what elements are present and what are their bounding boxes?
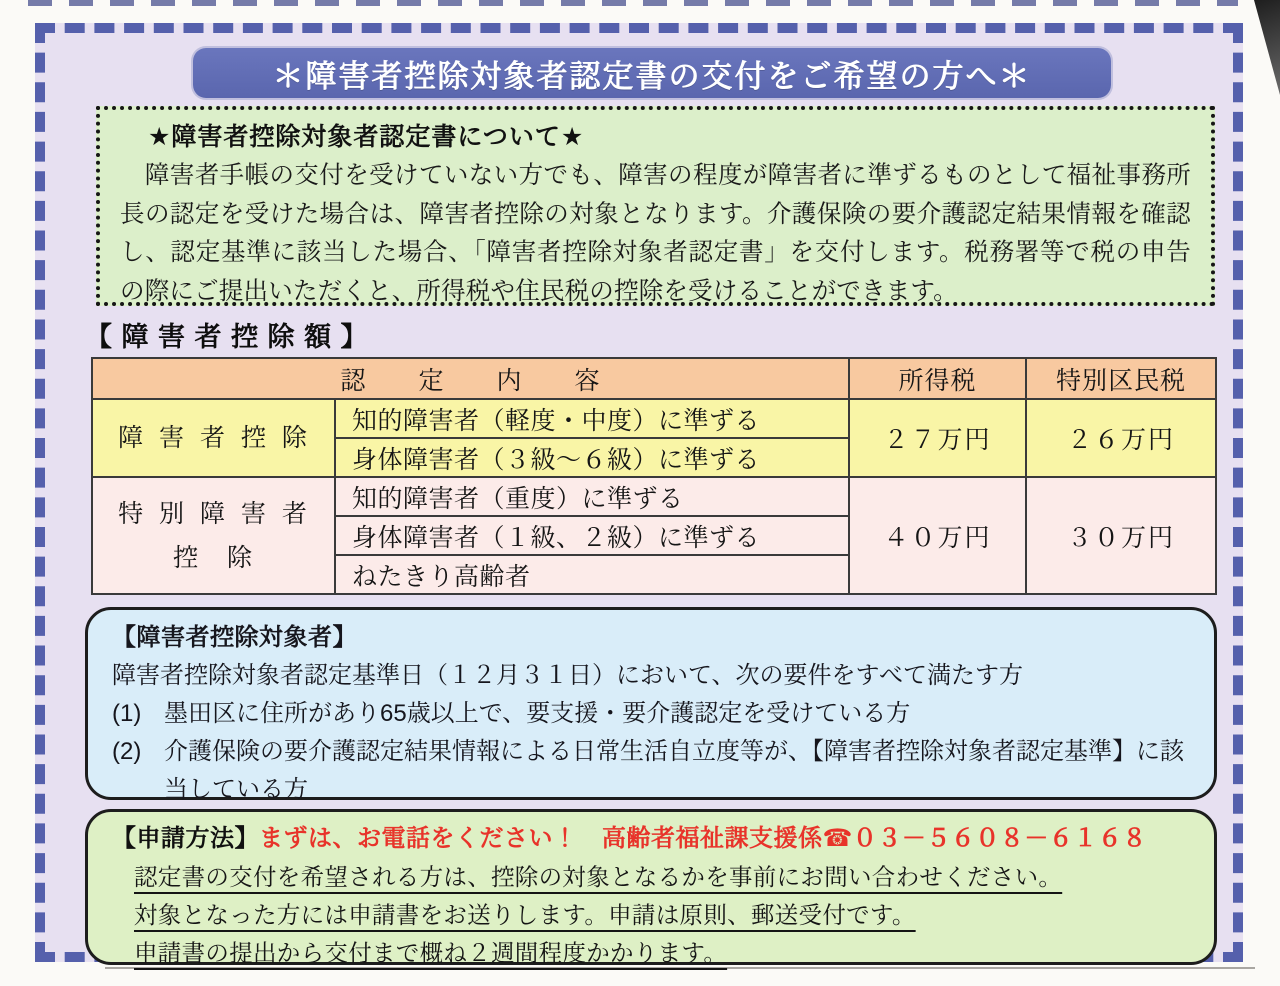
about-body: 障害者手帳の交付を受けていない方でも、障害の程度が障害者に準ずるものとして福祉事務所長の認定を受けた場合は、障害者控除の対象となります。介護保険の要介護認定結果情報を確認し、認定基準に該当した場合、「障害者控除対象者認定書」を交付します。税務署等で税の申告の際にご提出いただくと、所得税や住民税の控除を受けることができます。 — [120, 162, 1191, 305]
scan-artifact-corner — [1254, 0, 1280, 95]
condition-cell: 知的障害者（重度）に準ずる — [335, 477, 849, 516]
about-heading: ★障害者控除対象者認定書について★ — [148, 123, 585, 151]
eligibility-box — [85, 607, 1217, 803]
ward-tax-amount: ３０万円 — [1026, 477, 1216, 594]
item-text: 介護保険の要介護認定結果情報による日常生活自立度等が、【障害者控除対象者認定基準】に該当している方 — [164, 738, 1184, 803]
scan-artifact-top-dashes — [28, 0, 1238, 6]
condition-cell: 知的障害者（軽度・中度）に準ずる — [335, 399, 849, 438]
eligibility-heading: 【障害者控除対象者】 — [112, 624, 357, 651]
eligibility-item-1 — [112, 695, 1192, 733]
application-heading: 【申請方法】 — [112, 825, 259, 852]
income-tax-amount: ４０万円 — [849, 477, 1026, 594]
income-tax-amount: ２７万円 — [849, 399, 1026, 477]
condition-cell: 身体障害者（１級、２級）に準ずる — [335, 516, 849, 555]
application-box — [85, 809, 1217, 965]
ward-tax-amount: ２６万円 — [1026, 399, 1216, 477]
application-note-3: 申請書の提出から交付まで概ね２週間程度かかります。 — [134, 940, 728, 966]
application-call-text: まずは、お電話をください！ 高齢者福祉課支援係☎０３－５６０８－６１６８ — [259, 825, 1147, 852]
deduction-table — [91, 357, 1217, 595]
application-note-2: 対象となった方には申請書をお送りします。申請は原則、郵送受付です。 — [134, 902, 916, 928]
eligibility-intro: 障害者控除対象者認定基準日（１２月３１日）において、次の要件をすべて満たす方 — [112, 662, 1024, 689]
condition-cell: ねたきり高齢者 — [335, 555, 849, 594]
group-label-line1: 特 別 障 害 者 — [118, 499, 309, 528]
application-note-1: 認定書の交付を希望される方は、控除の対象となるかを事前にお問い合わせください。 — [134, 864, 1063, 890]
about-box — [96, 106, 1215, 306]
group-label: 障 害 者 控 除 — [118, 424, 309, 452]
group-special-disability-deduction — [92, 477, 335, 594]
application-first-line — [112, 820, 1194, 858]
page-title: ＊障害者控除対象者認定書の交付をご希望の方へ＊ — [272, 58, 1032, 94]
group-disability-deduction — [92, 399, 335, 477]
header-content: 認 定 内 容 — [92, 358, 849, 399]
item-number: (1) — [112, 700, 142, 727]
flyer-sheet — [35, 23, 1243, 966]
item-text: 墨田区に住所があり65歳以上で、要支援・要介護認定を受けている方 — [164, 700, 911, 727]
group-label-line2: 控 除 — [172, 543, 254, 572]
table-row — [92, 399, 1216, 438]
table-row — [92, 477, 1216, 516]
eligibility-item-2 — [112, 733, 1192, 809]
header-income-tax: 所得税 — [849, 358, 1026, 399]
deduction-section-heading: 【 障 害 者 控 除 額 】 — [85, 322, 369, 352]
header-ward-tax: 特別区民税 — [1026, 358, 1216, 399]
condition-cell: 身体障害者（３級～６級）に準ずる — [335, 438, 849, 477]
table-header-row — [92, 358, 1216, 399]
item-number: (2) — [112, 738, 142, 765]
title-banner — [193, 48, 1111, 98]
